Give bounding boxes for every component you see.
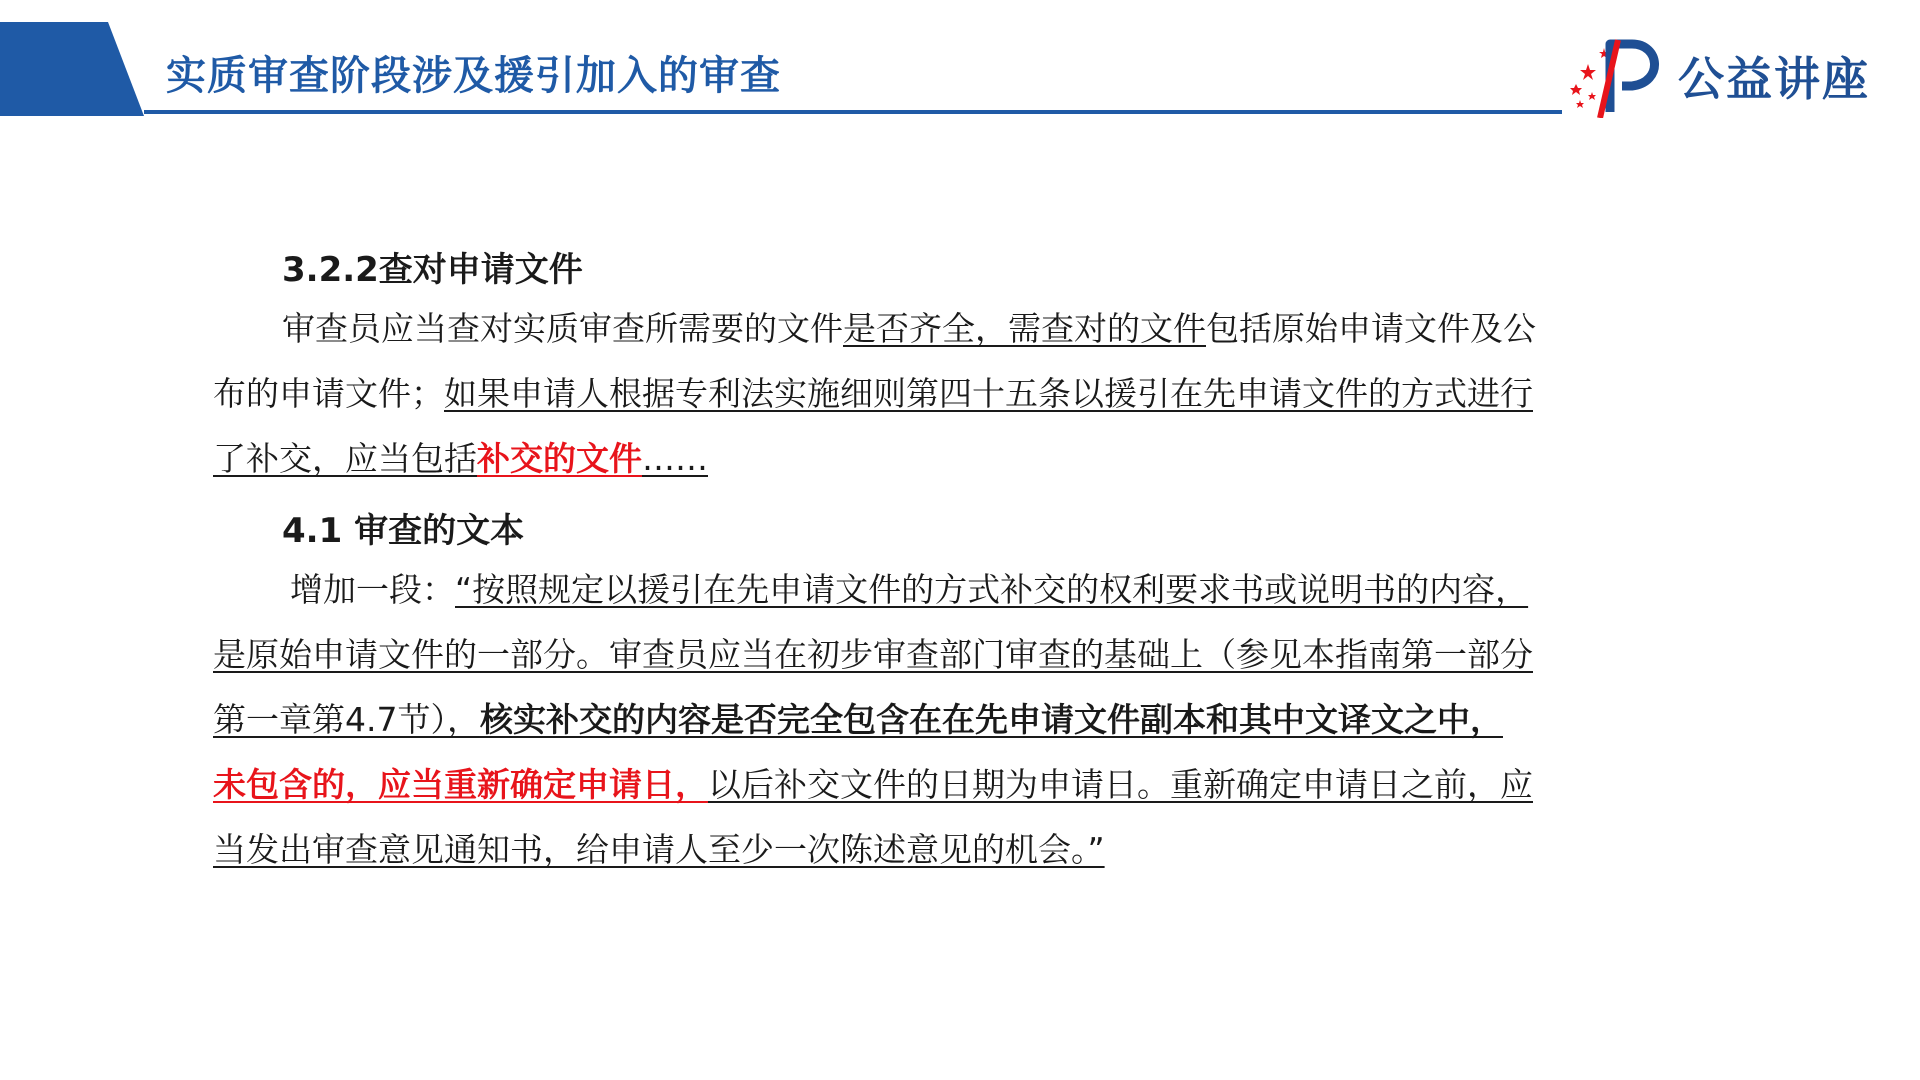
underlined-text: 以后补交文件的日期为申请日。重新确定申请日之前，应 xyxy=(708,765,1533,804)
text-run: 布的申请文件； xyxy=(213,374,444,413)
patent-office-emblem-icon xyxy=(1566,34,1670,118)
underlined-text: 是原始申请文件的一部分。审查员应当在初步审查部门审查的基础上（参见本指南第一部分 xyxy=(213,635,1533,674)
underlined-text: 第一章第4.7节）， xyxy=(213,700,480,739)
underlined-text: …… xyxy=(642,439,708,478)
underlined-text: 是否齐全，需查对的文件 xyxy=(843,309,1206,348)
logo xyxy=(1566,34,1870,118)
paragraph-line xyxy=(213,827,1105,873)
text-run: 审查员应当查对实质审查所需要的文件 xyxy=(282,309,843,348)
paragraph-line xyxy=(213,436,708,482)
emphasis-red-text: 未包含的，应当重新确定申请日， xyxy=(213,765,708,804)
underlined-text: 当发出审查意见通知书，给申请人至少一次陈述意见的机会。” xyxy=(213,830,1105,869)
logo-text: 公益讲座 xyxy=(1678,52,1870,106)
paragraph-line xyxy=(213,632,1533,678)
text-run: 增加一段： xyxy=(290,570,455,609)
underlined-text: 了补交，应当包括 xyxy=(213,439,477,478)
section-heading-4-1: 4.1 审查的文本 xyxy=(282,511,525,551)
emphasis-red-text: 补交的文件 xyxy=(477,439,642,478)
section-heading-3-2-2: 3.2.2查对申请文件 xyxy=(282,250,583,290)
paragraph-line xyxy=(290,567,1528,613)
header-divider xyxy=(144,110,1562,114)
underlined-text: “按照规定以援引在先申请文件的方式补交的权利要求书或说明书的内容， xyxy=(455,570,1529,609)
paragraph-line xyxy=(282,306,1536,352)
paragraph-line xyxy=(213,762,1533,808)
text-run: 包括原始申请文件及公 xyxy=(1206,309,1536,348)
header-accent-shape xyxy=(0,22,144,116)
underlined-text: 如果申请人根据专利法实施细则第四十五条以援引在先申请文件的方式进行 xyxy=(444,374,1533,413)
bold-underlined-text: 核实补交的内容是否完全包含在在先申请文件副本和其中文译文之中， xyxy=(479,700,1503,739)
paragraph-line xyxy=(213,697,1503,743)
slide-title: 实质审查阶段涉及援引加入的审查 xyxy=(166,53,781,99)
paragraph-line xyxy=(213,371,1533,417)
